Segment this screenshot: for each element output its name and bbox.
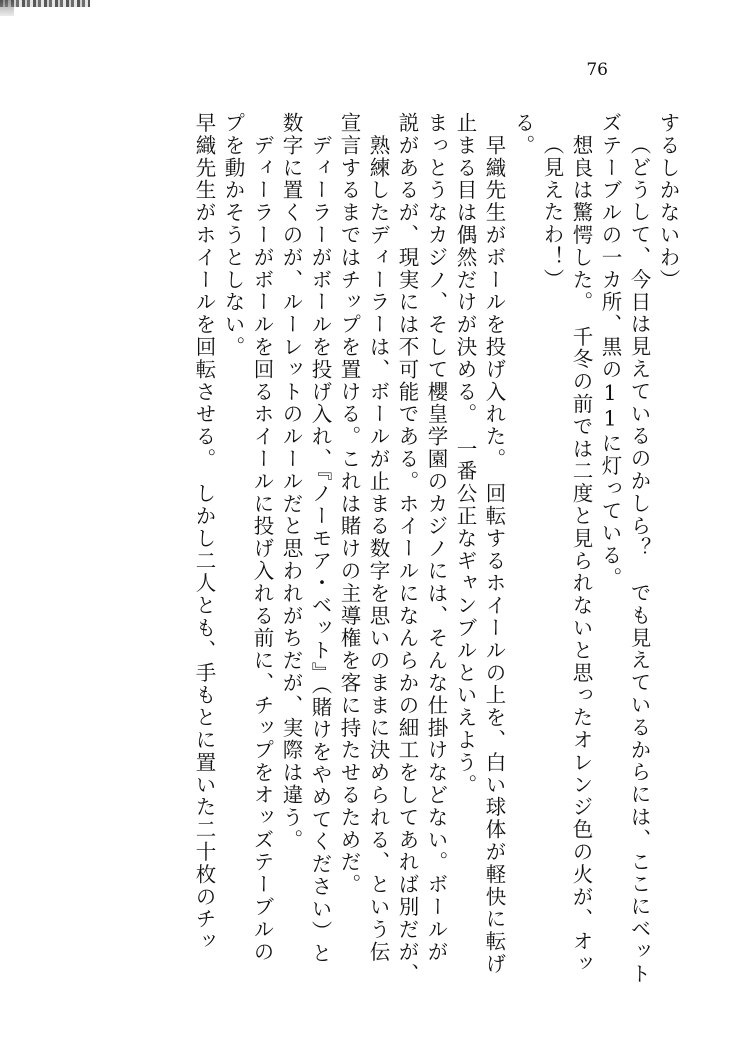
scan-artifact-corner xyxy=(0,0,14,16)
text-column: ズテーブルの一カ所、黒の11に灯っている。 xyxy=(598,112,622,590)
page-number: 76 xyxy=(586,60,608,80)
text-column: （どうして、今日は見えているのかしら？ でも見えているからには、ここにベット xyxy=(627,134,651,986)
text-column: するしかないわ） xyxy=(656,112,680,292)
text-column: まっとうなカジノ、そして櫻皇学園のカジノには、そんな仕掛けなどない。ボールが xyxy=(424,112,448,964)
text-column: 宣言するまではチップを置ける。これは賭けの主導権を客に持たせるためだ。 xyxy=(337,112,361,896)
text-column: 説があるが、現実には不可能である。ホイールになんらかの細工をしてあれば別だが、 xyxy=(395,112,419,986)
text-column: る。 xyxy=(511,112,535,157)
text-column: ディーラーがボールを投げ入れ、『ノーモア・ベット』（賭けをやめてください）と xyxy=(308,112,332,966)
text-column: 早織先生がボールを投げ入れた。 回転するホイールの上を、白い球体が軽快に転げ xyxy=(482,112,506,976)
text-column: 熟練したディーラーは、ボールが止まる数字を思いのままに決められる、という伝 xyxy=(366,112,390,964)
text-column: 想良は驚愕した。 千冬の前では二度と見られないと思ったオレンジ色の火が、オッ xyxy=(569,112,593,976)
text-column: プを動かそうとしない。 xyxy=(221,112,245,359)
text-column: ディーラーがボールを回るホイールに投げ入れる前に、チップをオッズテーブルの xyxy=(250,112,274,964)
body-text xyxy=(185,112,680,986)
text-column: 数字に置くのが、ルーレットのルールだと思われがちだが、実際は違う。 xyxy=(279,112,303,852)
text-column: （見えたわ！） xyxy=(540,134,564,291)
text-column: 止まる目は偶然だけが決める。 一番公正なギャンブルといえよう。 xyxy=(453,112,477,797)
text-column: 早織先生がホイールを回転させる。 しかし二人とも、手もとに置いた二十枚のチッ xyxy=(192,112,216,953)
